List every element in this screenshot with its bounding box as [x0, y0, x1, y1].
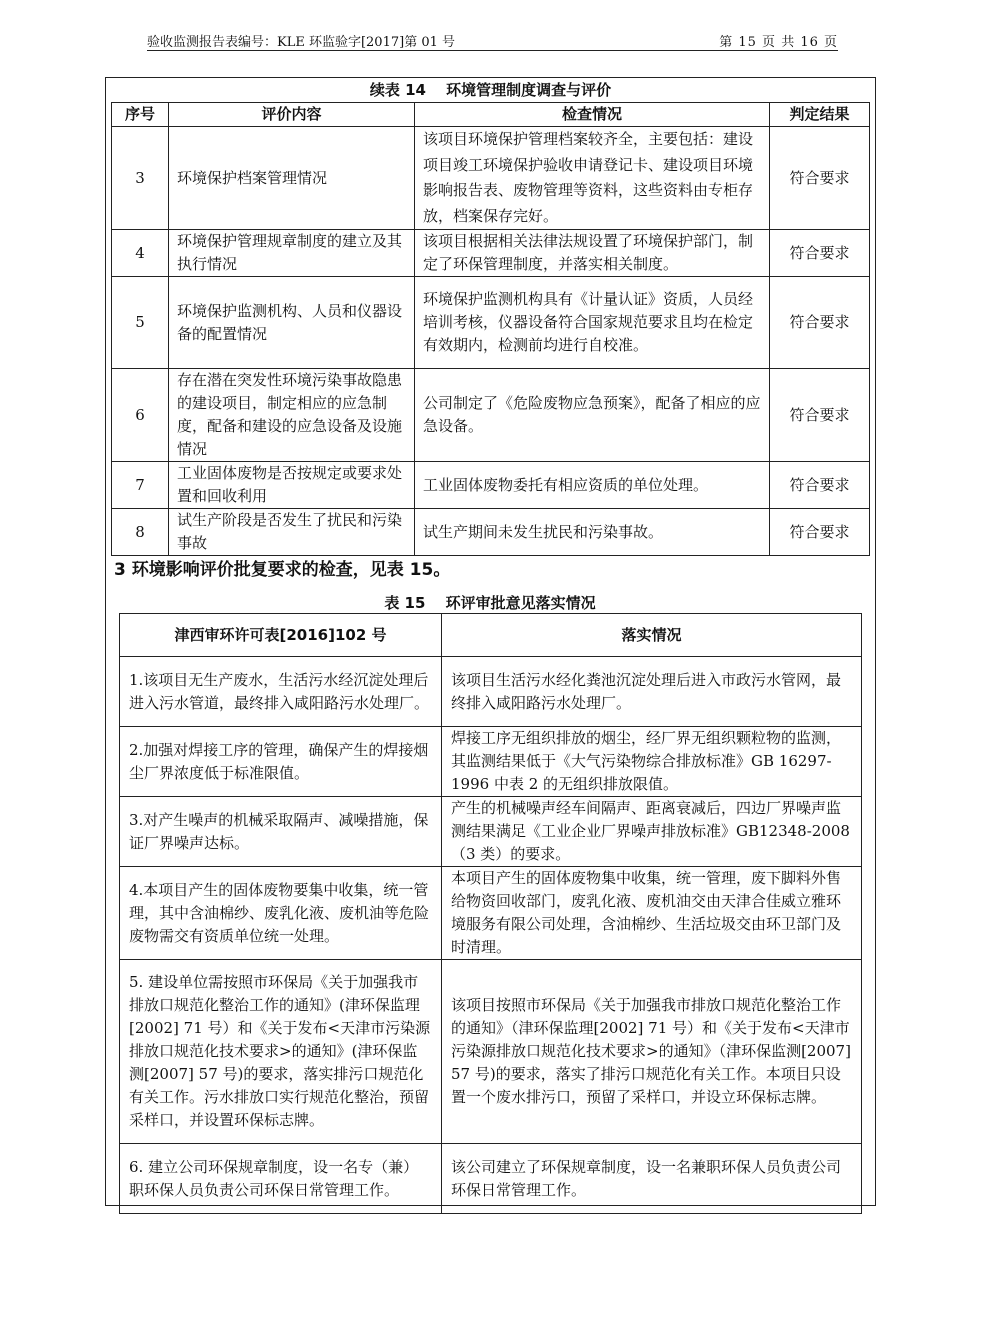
- header-check: 检查情况: [415, 103, 770, 127]
- row-check: 工业固体废物委托有相应资质的单位处理。: [415, 462, 770, 509]
- row-result: 符合要求: [770, 369, 870, 462]
- table-row: [112, 369, 870, 462]
- table-row: [120, 727, 862, 797]
- row-no: 3: [112, 127, 169, 230]
- header-result: 判定结果: [770, 103, 870, 127]
- row-implementation: 该项目生活污水经化粪池沉淀处理后进入市政污水管网，最终排入咸阳路污水处理厂。: [442, 657, 862, 727]
- report-number: 验收监测报告表编号：KLE 环监验字[2017]第 01 号: [147, 35, 456, 50]
- row-implementation: 产生的机械噪声经车间隔声、距离衰减后，四边厂界噪声监测结果满足《工业企业厂界噪声排放标准》GB12348-2008（3 类）的要求。: [442, 797, 862, 867]
- header-implementation: 落实情况: [442, 614, 862, 657]
- header-no: 序号: [112, 103, 169, 127]
- row-check: 公司制定了《危险废物应急预案》，配备了相应的应急设备。: [415, 369, 770, 462]
- table-row: [120, 657, 862, 727]
- row-result: 符合要求: [770, 230, 870, 277]
- row-no: 8: [112, 509, 169, 556]
- header-requirement: 津西审环许可表[2016]102 号: [120, 614, 442, 657]
- row-item: 存在潜在突发性环境污染事故隐患的建设项目，制定相应的应急制度，配备和建设的应急设备及设施情况: [169, 369, 415, 462]
- row-check: 该项目根据相关法律法规设置了环境保护部门，制定了环保管理制度，并落实相关制度。: [415, 230, 770, 277]
- table-14: [111, 79, 870, 556]
- table-15-caption: 表 15 环评审批意见落实情况: [384, 594, 596, 612]
- row-check: 环境保护监测机构具有《计量认证》资质，人员经培训考核，仪器设备符合国家规范要求且均在检定有效期内，检测前均进行自校准。: [415, 277, 770, 369]
- row-item: 试生产阶段是否发生了扰民和污染事故: [169, 509, 415, 556]
- table-row: [120, 867, 862, 960]
- row-item: 环境保护档案管理情况: [169, 127, 415, 230]
- header-item: 评价内容: [169, 103, 415, 127]
- row-item: 环境保护监测机构、人员和仪器设备的配置情况: [169, 277, 415, 369]
- page-number: 第 15 页 共 16 页: [719, 35, 838, 50]
- row-item: 工业固体废物是否按规定或要求处置和回收利用: [169, 462, 415, 509]
- table-14-caption: 续表 14 环境管理制度调查与评价: [112, 79, 870, 103]
- table-row: [112, 127, 870, 230]
- row-implementation: 该项目按照市环保局《关于加强我市排放口规范化整治工作的通知》（津环保监理[2002] 71 号）和《关于发布<天津市污染源排放口规范化技术要求>的通知》（津环保监测[2007] 57 号)的要求，落实了排污口规范化有关工作。本项目只设置一个废水排污口，预留了采样口，并设立环保标志牌。: [442, 960, 862, 1144]
- table-row: [112, 277, 870, 369]
- row-result: 符合要求: [770, 462, 870, 509]
- row-implementation: 焊接工序无组织排放的烟尘，经厂界无组织颗粒物的监测，其监测结果低于《大气污染物综合排放标准》GB 16297-1996 中表 2 的无组织排放限值。: [442, 727, 862, 797]
- table-row: [112, 462, 870, 509]
- row-requirement: 1.该项目无生产废水，生活污水经沉淀处理后进入污水管道，最终排入咸阳路污水处理厂。: [120, 657, 442, 727]
- row-no: 6: [112, 369, 169, 462]
- row-requirement: 2.加强对焊接工序的管理，确保产生的焊接烟尘厂界浓度低于标准限值。: [120, 727, 442, 797]
- table-15: [119, 613, 862, 1214]
- row-implementation: 本项目产生的固体废物集中收集，统一管理，废下脚料外售给物资回收部门，废乳化液、废机油交由天津合佳威立雅环境服务有限公司处理，含油棉纱、生活垃圾交由环卫部门及时清理。: [442, 867, 862, 960]
- row-no: 5: [112, 277, 169, 369]
- row-item: 环境保护管理规章制度的建立及其执行情况: [169, 230, 415, 277]
- table-row: [120, 1144, 862, 1214]
- page-header: [147, 30, 838, 51]
- row-check: 试生产期间未发生扰民和污染事故。: [415, 509, 770, 556]
- row-requirement: 5. 建设单位需按照市环保局《关于加强我市排放口规范化整治工作的通知》(津环保监理[2002] 71 号）和《关于发布<天津市污染源排放口规范化技术要求>的通知》(津环保监测[2007] 57 号)的要求，落实排污口规范化有关工作。污水排放口实行规范化整治，预留采样口，并设置环保标志牌。: [120, 960, 442, 1144]
- row-implementation: 该公司建立了环保规章制度，设一名兼职环保人员负责公司环保日常管理工作。: [442, 1144, 862, 1214]
- table-row: [112, 230, 870, 277]
- section-title: 3 环境影响评价批复要求的检查，见表 15。: [114, 560, 451, 580]
- row-result: 符合要求: [770, 127, 870, 230]
- table-row: [120, 797, 862, 867]
- row-requirement: 4.本项目产生的固体废物要集中收集，统一管理，其中含油棉纱、废乳化液、废机油等危险废物需交有资质单位统一处理。: [120, 867, 442, 960]
- row-check: 该项目环境保护管理档案较齐全，主要包括：建设项目竣工环境保护验收申请登记卡、建设项目环境影响报告表、废物管理等资料，这些资料由专柜存放，档案保存完好。: [415, 127, 770, 230]
- row-requirement: 3.对产生噪声的机械采取隔声、减噪措施，保证厂界噪声达标。: [120, 797, 442, 867]
- row-result: 符合要求: [770, 509, 870, 556]
- table-row: [112, 509, 870, 556]
- table-row: [120, 960, 862, 1144]
- row-requirement: 6. 建立公司环保规章制度，设一名专（兼）职环保人员负责公司环保日常管理工作。: [120, 1144, 442, 1214]
- row-no: 4: [112, 230, 169, 277]
- row-no: 7: [112, 462, 169, 509]
- row-result: 符合要求: [770, 277, 870, 369]
